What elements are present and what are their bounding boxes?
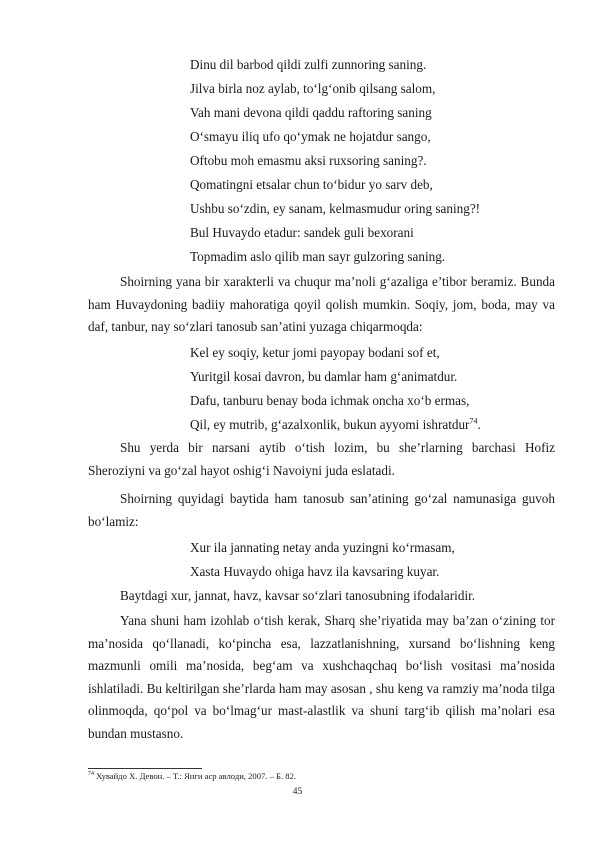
verse-line: Topmadim aslo qilib man sayr gulzoring saning.	[190, 249, 446, 264]
verse-line: Xur ila jannating netay anda yuzingni ko‘rmasam,	[190, 540, 455, 555]
verse-line: Kel ey soqiy, ketur jomi payopay bodani sof et,	[190, 345, 440, 360]
footnote-separator	[88, 768, 202, 769]
body-paragraph: Shoirning quyidagi baytida ham tanosub san’atining go‘zal namunasiga guvoh bo‘lamiz:	[88, 491, 555, 529]
verse-line: Oftobu moh emasmu aksi ruxsoring saning?.	[190, 153, 427, 168]
verse-line: Ushbu so‘zdin, ey sanam, kelmasmudur oring saning?!	[190, 201, 481, 216]
body-paragraph: Shu yerda bir narsani aytib o‘tish lozim, bu she’rlarning barchasi Hofiz Sheroziyni va go‘zal hayot oshig‘i Navoiyni juda eslatadi.	[88, 440, 555, 478]
verse-line: Jilva birla noz aylab, to‘lg‘onib qilsang salom,	[190, 81, 436, 96]
footnote-reference[interactable]: 74	[469, 416, 478, 426]
verse-line: O‘smayu iliq ufo qo‘ymak ne hojatdur sango,	[190, 129, 431, 144]
body-paragraph: Yana shuni ham izohlab o‘tish kerak, Sharq she’riyatida may ba’zan o‘zining tor ma’nosida qo‘llanadi, ko‘pincha esa, lazzatlanishning, xursand bo‘lishning keng mazmunli omili ma’nosida, beg‘am va xushchaqchaq bo‘lish vositasi ma’nosida ishlatiladi. Bu keltirilgan she’rlarda ham may asosan , shu keng va ramziy ma’noda tilga olinmoqda, qo‘pol va bo‘lmag‘ur mast-alastlik va shuni targ‘ib qilish ma’nolari esa bundan mustasno.	[88, 613, 555, 741]
body-paragraph: Shoirning yana bir xarakterli va chuqur ma’noli g‘azaliga e’tibor beramiz. Bunda ham Huvaydoning badiiy mahoratiga qoyil qolish mumkin. Soqiy, jom, boda, may va daf, tanbur, nay so‘zlari tanosub san’atini yuzaga chiqarmoqda:	[88, 274, 555, 335]
verse-line	[190, 417, 481, 433]
verse-line: Xasta Huvaydo ohiga havz ila kavsaring kuyar.	[190, 564, 440, 579]
footnote-text: Хувайдо Х. Девон. – Т.: Янги аср авлоди, 2007. – Б. 82.	[94, 771, 297, 781]
verse-line: Qomatingni etsalar chun to‘bidur yo sarv deb,	[190, 177, 433, 192]
verse-line: Yuritgil kosai davron, bu damlar ham g‘animatdur.	[190, 369, 458, 384]
verse-line: Dafu, tanburu benay boda ichmak oncha xo‘b ermas,	[190, 393, 470, 408]
body-paragraph: Baytdagi xur, jannat, havz, kavsar so‘zlari tanosubning ifodalaridir.	[120, 588, 476, 603]
verse-line-text: Qil, ey mutrib, g‘azalxonlik, bukun ayyomi ishratdur	[190, 417, 470, 432]
footnote	[88, 771, 296, 782]
verse-line: Bul Huvaydo etadur: sandek guli bexorani	[190, 225, 414, 240]
page-number: 45	[292, 787, 303, 797]
verse-line: Vah mani devona qildi qaddu raftoring saning	[190, 105, 432, 120]
verse-line-end: .	[477, 417, 481, 432]
footnote-mark: 74	[88, 771, 94, 778]
verse-line: Dinu dil barbod qildi zulfi zunnoring saning.	[190, 57, 427, 72]
